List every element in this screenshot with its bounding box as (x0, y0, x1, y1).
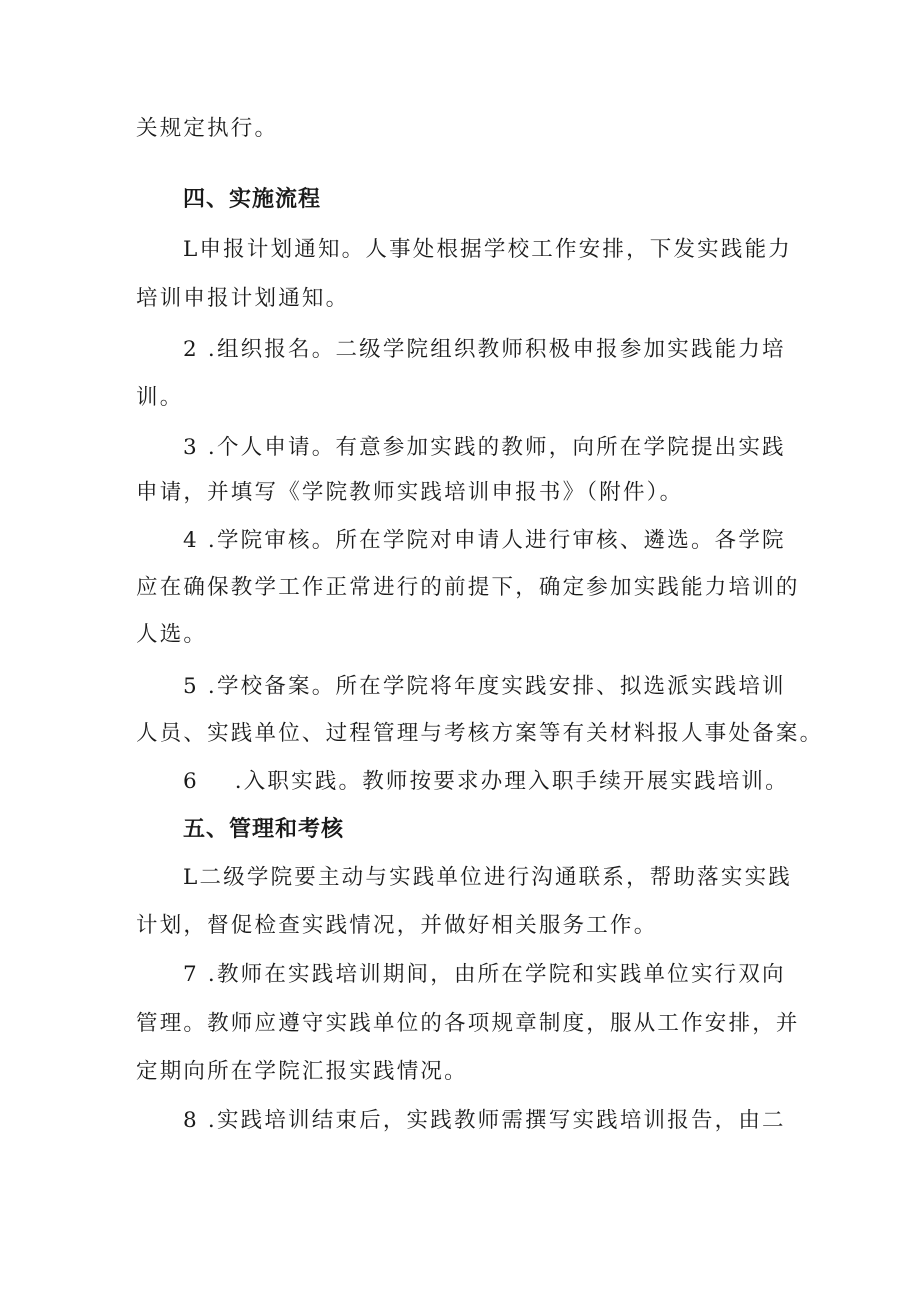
paragraph-line: 人选。 (136, 622, 208, 647)
paragraph-line: 培训申报计划通知。 (136, 286, 350, 311)
item-text: .入职实践。教师按要求办理入职手续开展实践培训。 (234, 769, 789, 794)
paragraph-line: 5 .学校备案。所在学院将年度实践安排、拟选派实践培训 (183, 674, 786, 699)
section-heading-management: 五、管理和考核 (183, 817, 345, 842)
paragraph-line: 8 .实践培训结束后，实践教师需撰写实践培训报告，由二 (183, 1108, 786, 1133)
paragraph-line (183, 767, 789, 797)
paragraph-line: 4 .学院审核。所在学院对申请人进行审核、遴选。各学院 (183, 528, 786, 553)
item-number: 6 (183, 769, 197, 794)
paragraph-line: 人员、实践单位、过程管理与考核方案等有关材料报人事处备案。 (136, 721, 824, 746)
paragraph-line: 应在确保教学工作正常进行的前提下，确定参加实践能力培训的 (136, 575, 800, 600)
paragraph-line: 定期向所在学院汇报实践情况。 (136, 1059, 468, 1084)
paragraph-line: 计划，督促检查实践情况，并做好相关服务工作。 (136, 913, 658, 938)
paragraph-line: 7 .教师在实践培训期间，由所在学院和实践单位实行双向 (183, 962, 786, 987)
section-heading-implementation: 四、实施流程 (183, 187, 322, 212)
paragraph-line: L二级学院要主动与实践单位进行沟通联系，帮助落实实践 (183, 865, 792, 890)
paragraph-line: L申报计划通知。人事处根据学校工作安排，下发实践能力 (183, 237, 792, 262)
paragraph-line: 申请，并填写《学院教师实践培训申报书》（附件）。 (136, 480, 684, 505)
paragraph-line: 关规定执行。 (136, 116, 279, 141)
paragraph-line: 管理。教师应遵守实践单位的各项规章制度，服从工作安排，并 (136, 1011, 800, 1036)
paragraph-line: 3 .个人申请。有意参加实践的教师，向所在学院提出实践 (183, 435, 786, 460)
paragraph-line: 2 .组织报名。二级学院组织教师积极申报参加实践能力培 (183, 337, 786, 362)
paragraph-line: 训。 (136, 385, 184, 410)
